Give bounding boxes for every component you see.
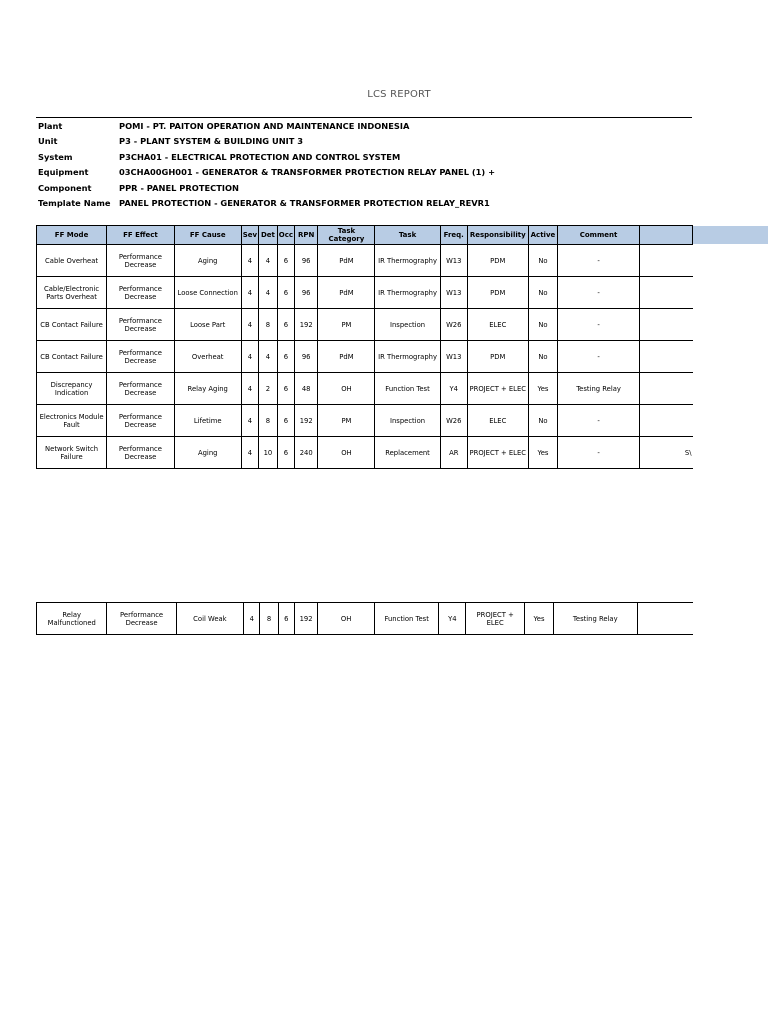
- table-cell: 240: [295, 437, 318, 469]
- table-cell: No: [528, 405, 558, 437]
- info-label: Unit: [38, 136, 58, 147]
- table-cell: CB Contact Failure: [37, 341, 107, 373]
- table-cell: Aging: [174, 245, 241, 277]
- table-cell: 4: [244, 603, 260, 635]
- table-cell: Aging: [174, 437, 241, 469]
- table-cell: IR Thermography: [375, 245, 440, 277]
- col-header: FF Cause: [174, 226, 241, 245]
- table-cell: Y4: [439, 603, 466, 635]
- table-cell: 4: [241, 373, 258, 405]
- table-cell: 48: [295, 373, 318, 405]
- table-cell: [639, 277, 692, 309]
- table-row: [37, 245, 693, 277]
- table-cell: Inspection: [375, 309, 440, 341]
- col-header: [639, 226, 692, 245]
- table-cell: PROJECT + ELEC: [466, 603, 525, 635]
- table-cell: 6: [277, 373, 294, 405]
- table-row: [37, 373, 693, 405]
- table-cell: 6: [277, 405, 294, 437]
- table-cell: OH: [318, 373, 375, 405]
- table-cell: [637, 603, 693, 635]
- table-cell: PdM: [318, 245, 375, 277]
- table-cell: 2: [259, 373, 278, 405]
- table-cell: 4: [241, 245, 258, 277]
- col-header: Active: [528, 226, 558, 245]
- table-cell: 6: [277, 309, 294, 341]
- lcs-table: [36, 225, 693, 469]
- table-cell: W13: [440, 341, 467, 373]
- col-header: FF Mode: [37, 226, 107, 245]
- info-value: POMI - PT. PAITON OPERATION AND MAINTENANCE INDONESIA: [119, 121, 410, 131]
- table-cell: 4: [259, 245, 278, 277]
- info-value: P3CHA01 - ELECTRICAL PROTECTION AND CONTROL SYSTEM: [119, 151, 401, 162]
- table-cell: PDM: [467, 277, 528, 309]
- table-cell: 96: [295, 341, 318, 373]
- table-cell: Electronics Module Fault: [37, 405, 107, 437]
- table-cell: [639, 405, 692, 437]
- table-cell: 4: [259, 277, 278, 309]
- info-value: PANEL PROTECTION - GENERATOR & TRANSFORMER PROTECTION RELAY_REVR1: [119, 197, 490, 208]
- table-cell: Performance Decrease: [107, 341, 175, 373]
- table-cell: -: [558, 245, 640, 277]
- table-cell: Yes: [528, 437, 558, 469]
- info-value: PPR - PANEL PROTECTION: [119, 182, 239, 193]
- lcs-table-page2-wrap: [36, 602, 693, 635]
- lcs-table-page2: [36, 602, 693, 635]
- table-cell: IR Thermography: [375, 277, 440, 309]
- table-cell: Coil Weak: [176, 603, 243, 635]
- table-cell: No: [528, 277, 558, 309]
- table-cell: Discrepancy Indication: [37, 373, 107, 405]
- table-cell: PdM: [318, 277, 375, 309]
- table-cell: 4: [241, 405, 258, 437]
- table-cell: Overheat: [174, 341, 241, 373]
- table-cell: Cable Overheat: [37, 245, 107, 277]
- table-cell: 10: [259, 437, 278, 469]
- table-cell: Performance Decrease: [107, 405, 175, 437]
- table-cell: -: [558, 437, 640, 469]
- table-cell: ELEC: [467, 309, 528, 341]
- table-cell: CB Contact Failure: [37, 309, 107, 341]
- table-cell: ELEC: [467, 405, 528, 437]
- col-header: Comment: [558, 226, 640, 245]
- table-cell: W13: [440, 245, 467, 277]
- info-row-template: [38, 196, 495, 211]
- info-label: Plant: [38, 121, 63, 131]
- table-row: [37, 309, 693, 341]
- table-cell: 192: [295, 309, 318, 341]
- table-cell: PDM: [467, 341, 528, 373]
- table-cell: Y4: [440, 373, 467, 405]
- table-cell: 6: [277, 245, 294, 277]
- table-cell: Inspection: [375, 405, 440, 437]
- table-cell: 96: [295, 277, 318, 309]
- table-cell: PdM: [318, 341, 375, 373]
- table-cell: AR: [440, 437, 467, 469]
- table-cell: 96: [295, 245, 318, 277]
- table-cell: Network Switch Failure: [37, 437, 107, 469]
- table-cell: No: [528, 309, 558, 341]
- table-cell: -: [558, 309, 640, 341]
- info-value: 03CHA00GH001 - GENERATOR & TRANSFORMER PROTECTION RELAY PANEL (1) +: [119, 167, 496, 178]
- table-cell: Performance Decrease: [107, 603, 176, 635]
- table-cell: 4: [241, 309, 258, 341]
- table-cell: W26: [440, 405, 467, 437]
- table-cell: OH: [318, 437, 375, 469]
- header-rule: [36, 117, 692, 118]
- table-row: [37, 405, 693, 437]
- col-header: Task: [375, 226, 440, 245]
- table-cell: PM: [318, 309, 375, 341]
- table-cell: 192: [295, 405, 318, 437]
- col-header: Occ: [277, 226, 294, 245]
- table-cell: Relay Malfunctioned: [37, 603, 107, 635]
- table-cell: 4: [241, 341, 258, 373]
- table-cell: Yes: [525, 603, 554, 635]
- col-header: RPN: [295, 226, 318, 245]
- table-cell: Function Test: [375, 373, 440, 405]
- table-cell: Lifetime: [174, 405, 241, 437]
- table-cell: 6: [277, 341, 294, 373]
- table-cell: 6: [278, 603, 294, 635]
- table-cell: Replacement: [375, 437, 440, 469]
- table-cell: No: [528, 245, 558, 277]
- report-info: [38, 119, 495, 211]
- report-title: LCS REPORT: [367, 89, 431, 100]
- header-overflow-cell: [692, 226, 768, 244]
- table-cell: 8: [259, 309, 278, 341]
- table-cell: [639, 341, 692, 373]
- table-cell: 6: [277, 277, 294, 309]
- table-cell: Loose Part: [174, 309, 241, 341]
- info-row-plant: [38, 119, 495, 134]
- col-header: Sev: [241, 226, 258, 245]
- table-cell: Performance Decrease: [107, 309, 175, 341]
- info-row-system: [38, 150, 495, 165]
- table-cell: 4: [259, 341, 278, 373]
- table-cell: OH: [318, 603, 375, 635]
- table-cell: -: [558, 277, 640, 309]
- table-cell: Performance Decrease: [107, 437, 175, 469]
- info-row-unit: [38, 134, 495, 149]
- table-cell: Yes: [528, 373, 558, 405]
- table-cell: -: [558, 341, 640, 373]
- table-cell: Performance Decrease: [107, 373, 175, 405]
- table-cell: PM: [318, 405, 375, 437]
- table-cell: [639, 373, 692, 405]
- col-header: Det: [259, 226, 278, 245]
- table-cell: Performance Decrease: [107, 245, 175, 277]
- col-header: Responsibility: [467, 226, 528, 245]
- table-cell: -: [558, 405, 640, 437]
- table-row: [37, 277, 693, 309]
- table-cell: 192: [294, 603, 317, 635]
- table-cell: Loose Connection: [174, 277, 241, 309]
- table-cell: Relay Aging: [174, 373, 241, 405]
- table-row: [37, 341, 693, 373]
- table-cell: 4: [241, 277, 258, 309]
- info-row-equipment: [38, 165, 495, 180]
- table-cell: 8: [259, 405, 278, 437]
- info-row-component: [38, 181, 495, 196]
- table-cell: PDM: [467, 245, 528, 277]
- table-cell: PROJECT + ELEC: [467, 437, 528, 469]
- table-cell: Performance Decrease: [107, 277, 175, 309]
- info-value: P3 - PLANT SYSTEM & BUILDING UNIT 3: [119, 136, 304, 147]
- table-cell: No: [528, 341, 558, 373]
- col-header: FF Effect: [107, 226, 175, 245]
- table-header-row: [37, 226, 693, 245]
- table-cell: IR Thermography: [375, 341, 440, 373]
- table-cell: Cable/Electronic Parts Overheat: [37, 277, 107, 309]
- table-row: [37, 603, 694, 635]
- table-cell: W26: [440, 309, 467, 341]
- info-label: Component: [38, 182, 92, 193]
- col-header: Freq.: [440, 226, 467, 245]
- table-cell: S\: [639, 437, 692, 469]
- table-cell: 8: [260, 603, 278, 635]
- table-cell: Testing Relay: [553, 603, 637, 635]
- table-cell: [639, 245, 692, 277]
- table-cell: 6: [277, 437, 294, 469]
- lcs-table-wrap: [36, 225, 693, 469]
- table-cell: 4: [241, 437, 258, 469]
- table-cell: [639, 309, 692, 341]
- table-cell: Function Test: [374, 603, 438, 635]
- table-cell: Testing Relay: [558, 373, 640, 405]
- table-cell: W13: [440, 277, 467, 309]
- table-row: [37, 437, 693, 469]
- info-label: System: [38, 151, 73, 162]
- info-label: Template Name: [38, 197, 111, 208]
- info-label: Equipment: [38, 167, 89, 178]
- table-cell: PROJECT + ELEC: [467, 373, 528, 405]
- col-header: Task Category: [318, 226, 375, 245]
